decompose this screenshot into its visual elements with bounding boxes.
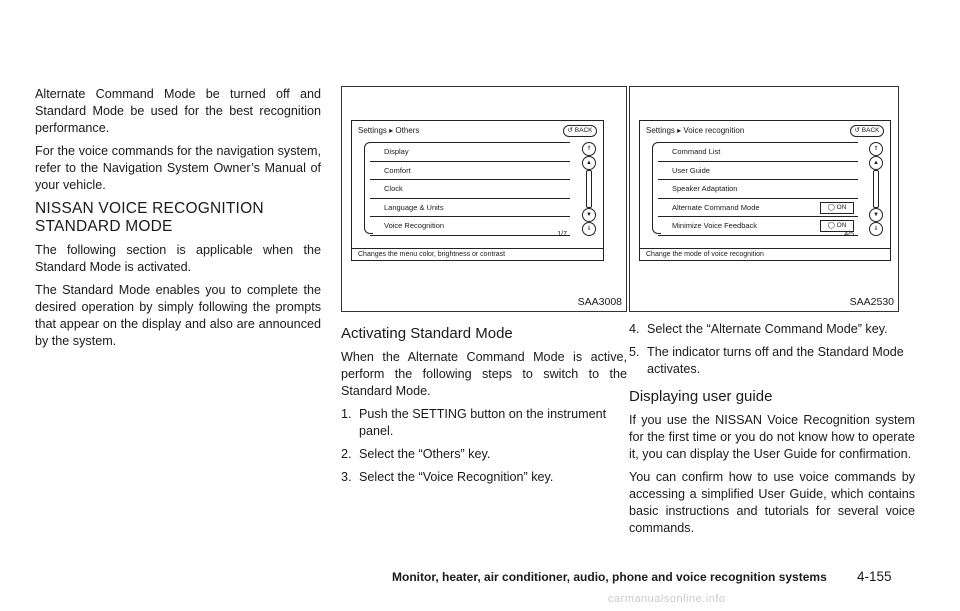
menu-item-user-guide: User Guide — [658, 162, 858, 181]
help-text: Change the mode of voice recognition — [640, 248, 890, 260]
display-screen — [351, 120, 604, 261]
applicability-paragraph: The following section is applicable when the Standard Mode is activated. — [35, 243, 321, 274]
menu-item-voice-recognition: Voice Recognition — [370, 217, 570, 236]
step-4: 4. Select the “Alternate Command Mode” key. — [629, 322, 888, 336]
menu-item-minimize-voice-feedback: Minimize Voice Feedback ◯ ON — [658, 217, 858, 236]
back-button: ↺ BACK — [850, 125, 884, 137]
menu-item-language-units: Language & Units — [370, 199, 570, 218]
user-guide-paragraph-2: You can confirm how to use voice commands by accessing a simplified User Guide, which contains basic instructions and tutorials for several voice commands. — [629, 470, 915, 535]
scroll-down-icon: ▼ — [582, 208, 596, 222]
section-heading-line2: STANDARD MODE — [35, 218, 173, 235]
menu-item-comfort: Comfort — [370, 162, 570, 181]
page-number: 4-155 — [857, 569, 892, 584]
display-screen — [639, 120, 891, 261]
menu-item-display: Display — [370, 142, 570, 162]
screen-title: Settings ▸ Voice recognition — [646, 126, 745, 135]
back-button: ↺ BACK — [563, 125, 597, 137]
settings-menu-list — [658, 142, 858, 236]
section-heading-line1: NISSAN VOICE RECOGNITION — [35, 200, 264, 217]
step-1: 1. Push the SETTING button on the instrument panel. — [341, 407, 607, 438]
indicator-on-box: ◯ ON — [820, 202, 854, 214]
indicator-on-box: ◯ ON — [820, 220, 854, 232]
scrollbar-track — [586, 170, 592, 208]
menu-item-speaker-adaptation: Speaker Adaptation — [658, 180, 858, 199]
scroll-down-icon: ▼ — [869, 208, 883, 222]
figure-caption: SAA2530 — [849, 296, 894, 308]
step-5: 5. The indicator turns off and the Standard Mode activates. — [629, 345, 904, 376]
figure-caption: SAA3008 — [577, 296, 622, 308]
scroll-control — [581, 142, 597, 232]
figure-voice-recognition-menu — [629, 86, 899, 312]
watermark: carmanualsonline.info — [608, 593, 726, 605]
figure-others-menu — [341, 86, 627, 312]
left-column — [35, 86, 321, 356]
scroll-up-icon: ▲ — [869, 156, 883, 170]
page-indicator: 1/7 — [557, 231, 567, 238]
user-guide-paragraph-1: If you use the NISSAN Voice Recognition system for the first time or you do not know how to operate it, you can display the User Guide for confirmation. — [629, 413, 915, 461]
scroll-up-icon: ▲ — [582, 156, 596, 170]
standard-mode-description: The Standard Mode enables you to complete the desired operation by simply following the prompts that appear on the display and also are announced by the system. — [35, 283, 321, 348]
activating-heading: Activating Standard Mode — [341, 325, 513, 342]
scroll-top-icon: ⇑ — [869, 142, 883, 156]
scrollbar-track — [873, 170, 879, 208]
step-2: 2. Select the “Others” key. — [341, 447, 491, 461]
intro-paragraph: Alternate Command Mode be turned off and Standard Mode be used for the best recognition performance. — [35, 87, 321, 135]
right-column — [629, 86, 915, 543]
scroll-bottom-icon: ⇓ — [869, 222, 883, 236]
scroll-top-icon: ⇑ — [582, 142, 596, 156]
page-indicator: 4/5 — [844, 231, 854, 238]
menu-item-alternate-command-mode: Alternate Command Mode ◯ ON — [658, 199, 858, 218]
screen-title: Settings ▸ Others — [358, 126, 420, 135]
menu-item-command-list: Command List — [658, 142, 858, 162]
scroll-control — [868, 142, 884, 232]
navigation-reference-paragraph: For the voice commands for the navigation system, refer to the Navigation System Owner’s Manual of your vehicle. — [35, 144, 321, 192]
menu-item-clock: Clock — [370, 180, 570, 199]
user-guide-heading: Displaying user guide — [629, 388, 773, 405]
step-3: 3. Select the “Voice Recognition” key. — [341, 470, 554, 484]
help-text: Changes the menu color, brightness or contrast — [352, 248, 603, 260]
footer-section-title: Monitor, heater, air conditioner, audio, phone and voice recognition systems — [392, 570, 827, 584]
settings-menu-list — [370, 142, 570, 236]
activating-intro: When the Alternate Command Mode is active, perform the following steps to switch to the Standard Mode. — [341, 350, 627, 398]
section-heading — [35, 200, 321, 236]
scroll-bottom-icon: ⇓ — [582, 222, 596, 236]
middle-column — [341, 86, 627, 492]
